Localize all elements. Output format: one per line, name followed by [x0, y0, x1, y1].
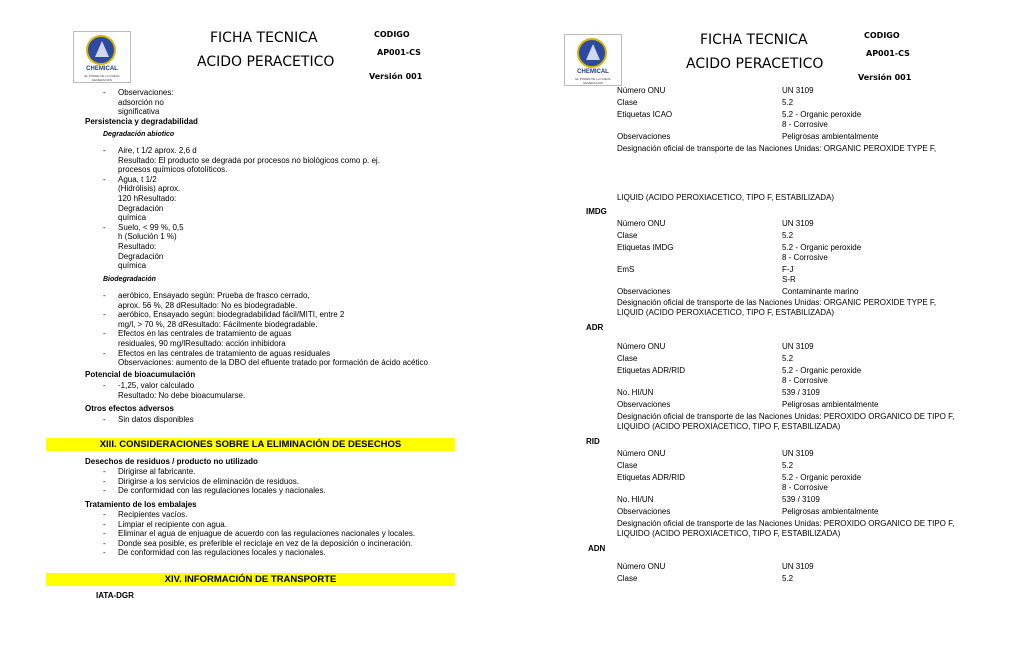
field-label: Etiquetas ICAO	[617, 110, 673, 119]
field-value: Contaminante marino	[782, 287, 859, 296]
field-value: 8 - Corrosive	[782, 119, 828, 129]
field-label: Clase	[617, 231, 638, 240]
product-title: ACIDO PERACETICO	[686, 56, 824, 72]
persistence-heading: Persistencia y degradabilidad	[85, 117, 198, 126]
company-logo	[564, 34, 622, 86]
packaging-item: De conformidad con las regulaciones locales y nacionales.	[118, 548, 326, 558]
field-label: Observaciones	[617, 507, 671, 516]
iata-designation: Designación oficial de transporte de las Naciones Unidas: ORGANIC PEROXIDE TYPE F,	[617, 144, 937, 153]
field-label: Número ONU	[617, 219, 666, 228]
doc-title: FICHA TECNICA	[210, 30, 318, 46]
biodegradation-item: residuales, 90 mg/lResultado: acción inhibidora	[118, 339, 286, 348]
section-14-title: XIV. INFORMACIÓN DE TRANSPORTE	[46, 573, 455, 586]
field-label: Clase	[617, 461, 638, 470]
field-label: Observaciones	[617, 400, 671, 409]
imdg-designation: Designación oficial de transporte de las Naciones Unidas: ORGANIC PEROXIDE TYPE F,	[617, 298, 937, 307]
doc-title: FICHA TECNICA	[700, 32, 808, 48]
abiotic-item: química	[118, 261, 147, 271]
biodegradation-item: Efectos en las centrales de tratamiento de aguas residuales	[118, 348, 331, 358]
code-label: CODIGO	[374, 30, 410, 39]
biodegradation-item: aeróbico, Ensayado según: biodegradabilidad fácil/MITI, entre 2	[118, 310, 345, 320]
field-label: Etiquetas ADR/RID	[617, 473, 686, 482]
bullet-dash: -	[103, 291, 106, 300]
rid-designation: LIQUIDO (ACIDO PEROXIACETICO, TIPO F, ESTABILIZADA)	[617, 528, 841, 538]
abiotic-item: Agua, t 1/2	[118, 174, 157, 184]
field-value: 5.2 - Organic peroxide	[782, 243, 862, 252]
field-label: Número ONU	[617, 562, 666, 571]
bullet-dash: -	[103, 510, 106, 519]
field-label: Número ONU	[617, 86, 666, 95]
version-label: Versión 001	[858, 73, 912, 82]
field-value: UN 3109	[782, 219, 814, 228]
abiotic-item: Aire, t 1/2 aprox. 2,6 d	[118, 146, 197, 155]
field-label: Número ONU	[617, 449, 666, 458]
bullet-dash: -	[103, 174, 106, 184]
abiotic-item: Resultado: El producto se degrada por procesos no biológicos como p. ej.	[118, 155, 380, 165]
observations-text: significativa	[118, 107, 160, 117]
version-label: Versión 001	[369, 72, 423, 81]
bioaccumulation-heading: Potencial de bioacumulación	[85, 370, 196, 379]
flask-icon	[586, 44, 600, 60]
rid-label: RID	[586, 437, 600, 446]
bullet-dash: -	[103, 467, 106, 476]
bullet-dash: -	[103, 381, 106, 390]
adr-designation: Designación oficial de transporte de las Naciones Unidas: PEROXIDO ORGANICO DE TIPO F,	[617, 412, 955, 421]
observations-label: Observaciones:	[118, 88, 174, 97]
bullet-dash: -	[103, 538, 106, 548]
waste-item: Dirigirse a los servicios de eliminación de residuos.	[118, 476, 299, 486]
field-value: Peligrosas ambientalmente	[782, 507, 879, 516]
imdg-designation: LIQUID (ACIDO PEROXIACETICO, TIPO F, ESTABILIZADA)	[617, 307, 835, 317]
observations-text: adsorción no	[118, 97, 164, 107]
bullet-dash: -	[103, 329, 106, 339]
field-value: 5.2	[782, 574, 794, 583]
field-value: UN 3109	[782, 86, 814, 95]
field-label: Etiquetas ADR/RID	[617, 366, 686, 375]
logo-brand: CHEMICAL	[86, 66, 118, 72]
field-label: Clase	[617, 98, 638, 107]
field-value: 5.2	[782, 461, 794, 470]
bullet-dash: -	[103, 222, 106, 232]
biodegradation-heading: Biodegradación	[103, 276, 156, 283]
field-value: 5.2	[782, 231, 794, 240]
field-value: UN 3109	[782, 562, 814, 571]
adn-label: ADN	[588, 544, 606, 553]
abiotic-item: Resultado:	[118, 242, 157, 251]
field-label: Número ONU	[617, 342, 666, 351]
abiotic-item: química	[118, 213, 147, 223]
field-value: 5.2 - Organic peroxide	[782, 366, 862, 375]
biodegradation-item: mg/l, > 70 %, 28 dResultado: Fácilmente biodegradable.	[118, 319, 318, 329]
field-value: F-J	[782, 265, 794, 274]
field-label: Clase	[617, 574, 638, 583]
bullet-dash: -	[103, 529, 106, 539]
field-label: No. HI/UN	[617, 495, 654, 504]
iata-label: IATA-DGR	[96, 591, 134, 600]
right-page	[512, 0, 1024, 663]
packaging-item: Recipientes vacíos.	[118, 510, 188, 519]
bullet-dash: -	[103, 88, 106, 97]
waste-item: De conformidad con las regulaciones locales y nacionales.	[118, 486, 326, 496]
field-value: S-R	[782, 274, 796, 284]
adr-label: ADR	[586, 323, 604, 332]
flask-icon	[95, 41, 109, 57]
adr-designation: LIQUIDO (ACIDO PEROXIACETICO, TIPO F, ESTABILIZADA)	[617, 421, 841, 431]
bioaccumulation-item: -1,25, valor calculado	[118, 381, 195, 390]
code-value: AP001-CS	[377, 48, 421, 57]
waste-heading: Desechos de residuos / producto no utilizado	[85, 457, 258, 466]
abiotic-item: h (Solución 1 %)	[118, 232, 177, 242]
section-13-title: XIII. CONSIDERACIONES SOBRE LA ELIMINACIÓN DE DESECHOS	[46, 438, 455, 451]
abiotic-item: Degradación	[118, 203, 164, 213]
bullet-dash: -	[103, 486, 106, 496]
biodegradation-item: Efectos en las centrales de tratamiento de aguas	[118, 329, 292, 339]
field-label: No. HI/UN	[617, 388, 654, 397]
field-value: UN 3109	[782, 449, 814, 458]
bullet-dash: -	[103, 348, 106, 358]
abiotic-item: procesos químicos ofotolíticos.	[118, 165, 228, 175]
company-logo	[73, 31, 131, 83]
code-label: CODIGO	[864, 31, 900, 40]
field-label: Clase	[617, 354, 638, 363]
abiotic-item: Suelo, < 99 %, 0,5	[118, 222, 184, 232]
field-value: Peligrosas ambientalmente	[782, 132, 879, 141]
field-value: 8 - Corrosive	[782, 375, 828, 385]
bioaccumulation-item: Resultado: No debe bioacumularse.	[118, 390, 246, 400]
bullet-dash: -	[103, 548, 106, 558]
field-value: 5.2	[782, 98, 794, 107]
packaging-item: Eliminar el agua de enjuague de acuerdo con las regulaciones nacionales y locales.	[118, 529, 416, 539]
bullet-dash: -	[103, 415, 106, 424]
field-value: 8 - Corrosive	[782, 252, 828, 262]
field-label: Observaciones	[617, 287, 671, 296]
field-value: 539 / 3109	[782, 495, 820, 504]
packaging-item: Limpiar el recipiente con agua.	[118, 519, 227, 529]
field-value: 5.2 - Organic peroxide	[782, 110, 862, 119]
adverse-effects-heading: Otros efectos adversos	[85, 404, 174, 413]
abiotic-item: Degradación	[118, 251, 164, 261]
abiotic-heading: Degradación abiotico	[103, 131, 175, 138]
packaging-item: Donde sea posible, es preferible el reciclaje en vez de la deposición o incineración.	[118, 538, 413, 548]
field-value: 5.2	[782, 354, 794, 363]
code-value: AP001-CS	[866, 49, 910, 58]
imdg-label: IMDG	[586, 207, 607, 216]
field-label: Observaciones	[617, 132, 671, 141]
bullet-dash: -	[103, 519, 106, 529]
field-value: Peligrosas ambientalmente	[782, 400, 879, 409]
bullet-dash: -	[103, 476, 106, 486]
biodegradation-item: aprox. 56 %, 28 dResultado: No es biodegradable.	[118, 300, 298, 310]
abiotic-item: (Hidrólisis) aprox.	[118, 184, 181, 194]
logo-brand: CHEMICAL	[577, 69, 609, 75]
abiotic-item: 120 hResultado:	[118, 194, 177, 203]
adverse-item: Sin datos disponibles	[118, 415, 194, 424]
product-title: ACIDO PERACETICO	[197, 54, 335, 70]
logo-tagline: EL PODER DE LA NUEVA GENERACION	[84, 74, 120, 82]
biodegradation-item: aeróbico, Ensayado según: Prueba de frasco cerrado,	[118, 291, 310, 300]
field-value: UN 3109	[782, 342, 814, 351]
bullet-dash: -	[103, 146, 106, 155]
bullet-dash: -	[103, 310, 106, 320]
waste-item: Dirigirse al fabricante.	[118, 467, 196, 476]
field-value: 5.2 - Organic peroxide	[782, 473, 862, 482]
field-label: EmS	[617, 265, 635, 274]
field-label: Etiquetas IMDG	[617, 243, 674, 252]
iata-designation: LIQUID (ACIDO PEROXIACETICO, TIPO F, ESTABILIZADA)	[617, 193, 835, 202]
packaging-heading: Tratamiento de los embalajes	[85, 500, 197, 509]
field-value: 539 / 3109	[782, 388, 820, 397]
logo-tagline: EL PODER DE LA NUEVA GENERACION	[575, 77, 611, 85]
biodegradation-item: Observaciones: aumento de la DBO del efluente tratado por formación de ácido acético	[118, 358, 428, 368]
rid-designation: Designación oficial de transporte de las Naciones Unidas: PEROXIDO ORGANICO DE TIPO F,	[617, 519, 955, 528]
field-value: 8 - Corrosive	[782, 482, 828, 492]
